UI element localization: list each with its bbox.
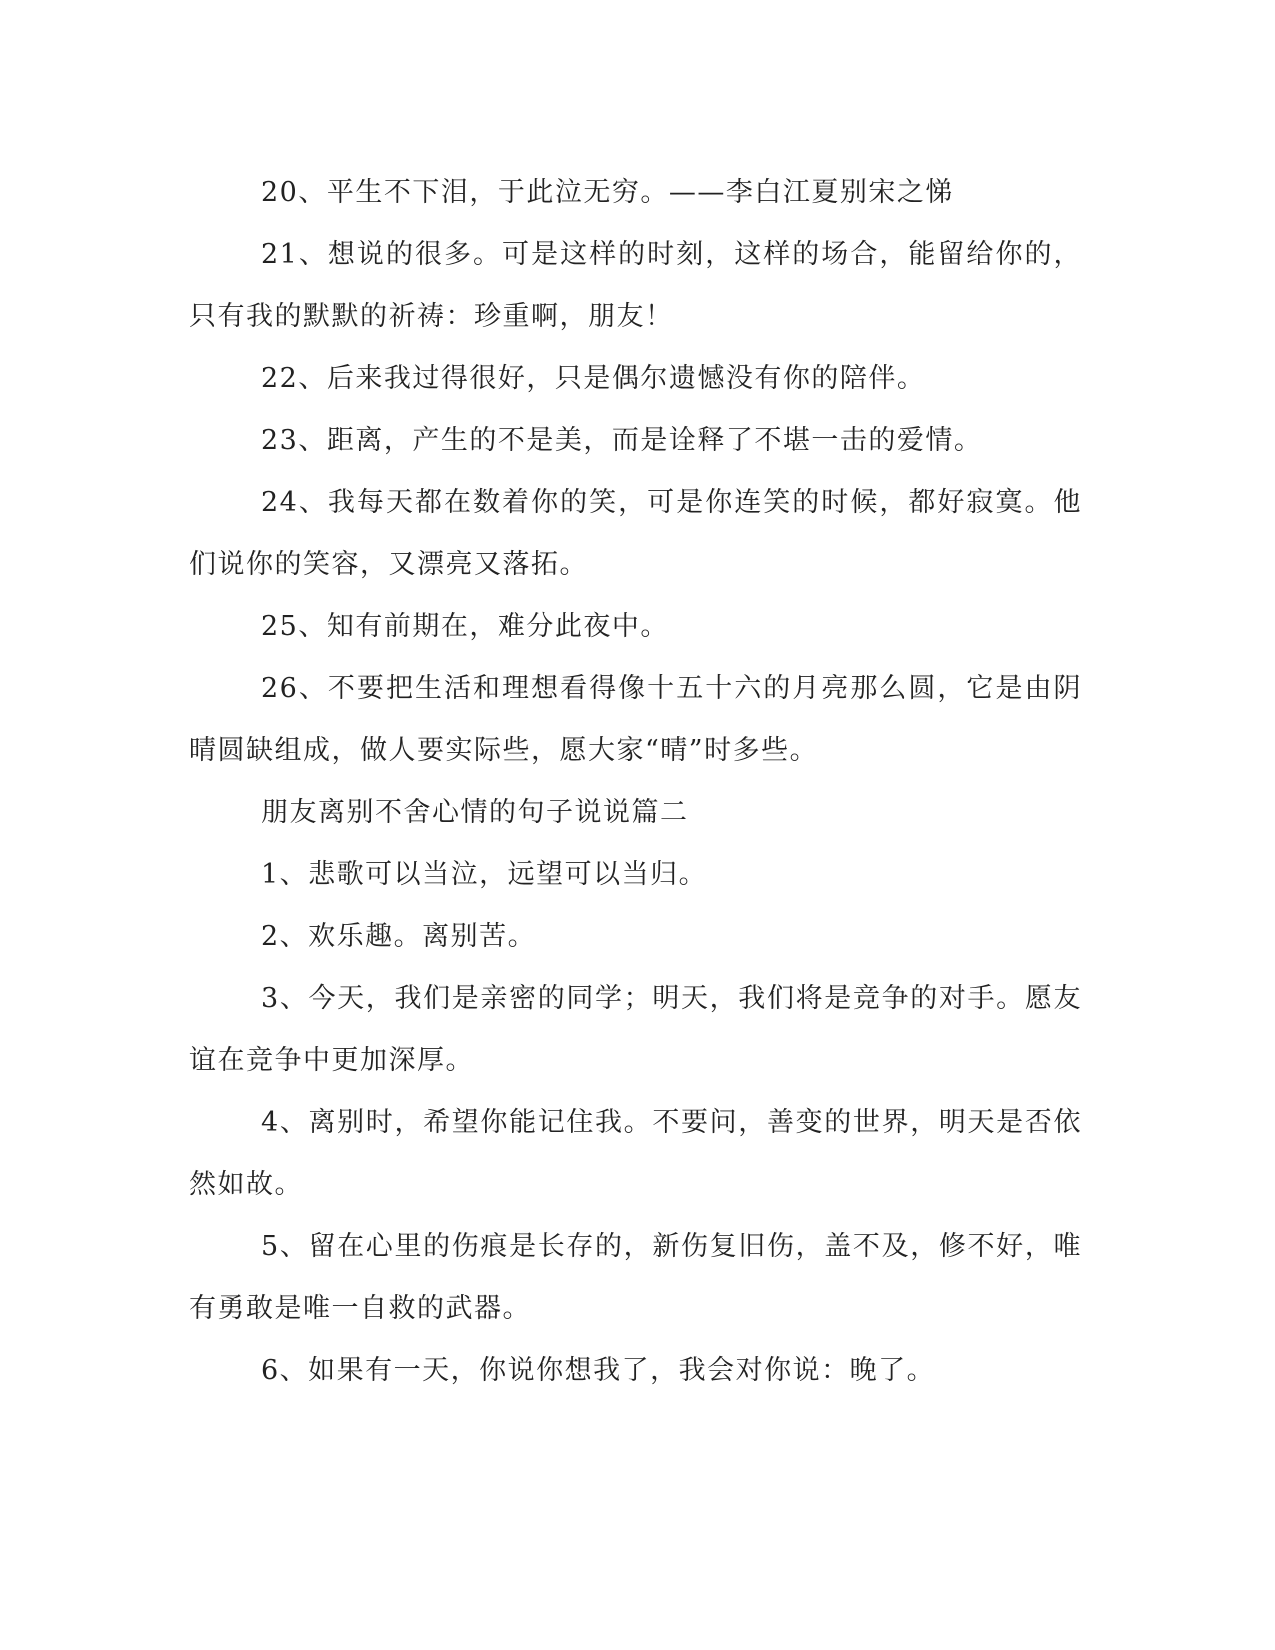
paragraph-2: 2、欢乐趣。离别苦。 [261,921,537,952]
document-body [189,162,1082,1402]
paragraph-21: 21、想说的很多。可是这样的时刻，这样的场合，能留给你的，只有我的默默的祈祷：珍重啊，朋友！ [189,239,1082,332]
paragraph-1: 1、悲歌可以当泣，远望可以当归。 [261,859,708,890]
section-heading: 朋友离别不舍心情的句子说说篇二 [261,797,689,828]
paragraph-24: 24、我每天都在数着你的笑，可是你连笑的时候，都好寂寞。他们说你的笑容，又漂亮又落拓。 [189,487,1082,580]
paragraph-23: 23、距离，产生的不是美，而是诠释了不堪一击的爱情。 [261,425,983,456]
paragraph-5: 5、留在心里的伤痕是长存的，新伤复旧伤，盖不及，修不好，唯有勇敢是唯一自救的武器。 [189,1231,1082,1324]
paragraph-20: 20、平生不下泪，于此泣无穷。——李白江夏别宋之悌 [261,177,954,208]
paragraph-25: 25、知有前期在，难分此夜中。 [261,611,669,642]
paragraph-22: 22、后来我过得很好，只是偶尔遗憾没有你的陪伴。 [261,363,926,394]
paragraph-4: 4、离别时，希望你能记住我。不要问，善变的世界，明天是否依然如故。 [189,1107,1082,1200]
paragraph-3: 3、今天，我们是亲密的同学；明天，我们将是竞争的对手。愿友谊在竞争中更加深厚。 [189,983,1082,1076]
paragraph-26: 26、不要把生活和理想看得像十五十六的月亮那么圆，它是由阴晴圆缺组成，做人要实际些，愿大家“晴”时多些。 [189,673,1082,766]
paragraph-6: 6、如果有一天，你说你想我了，我会对你说：晚了。 [261,1355,936,1386]
